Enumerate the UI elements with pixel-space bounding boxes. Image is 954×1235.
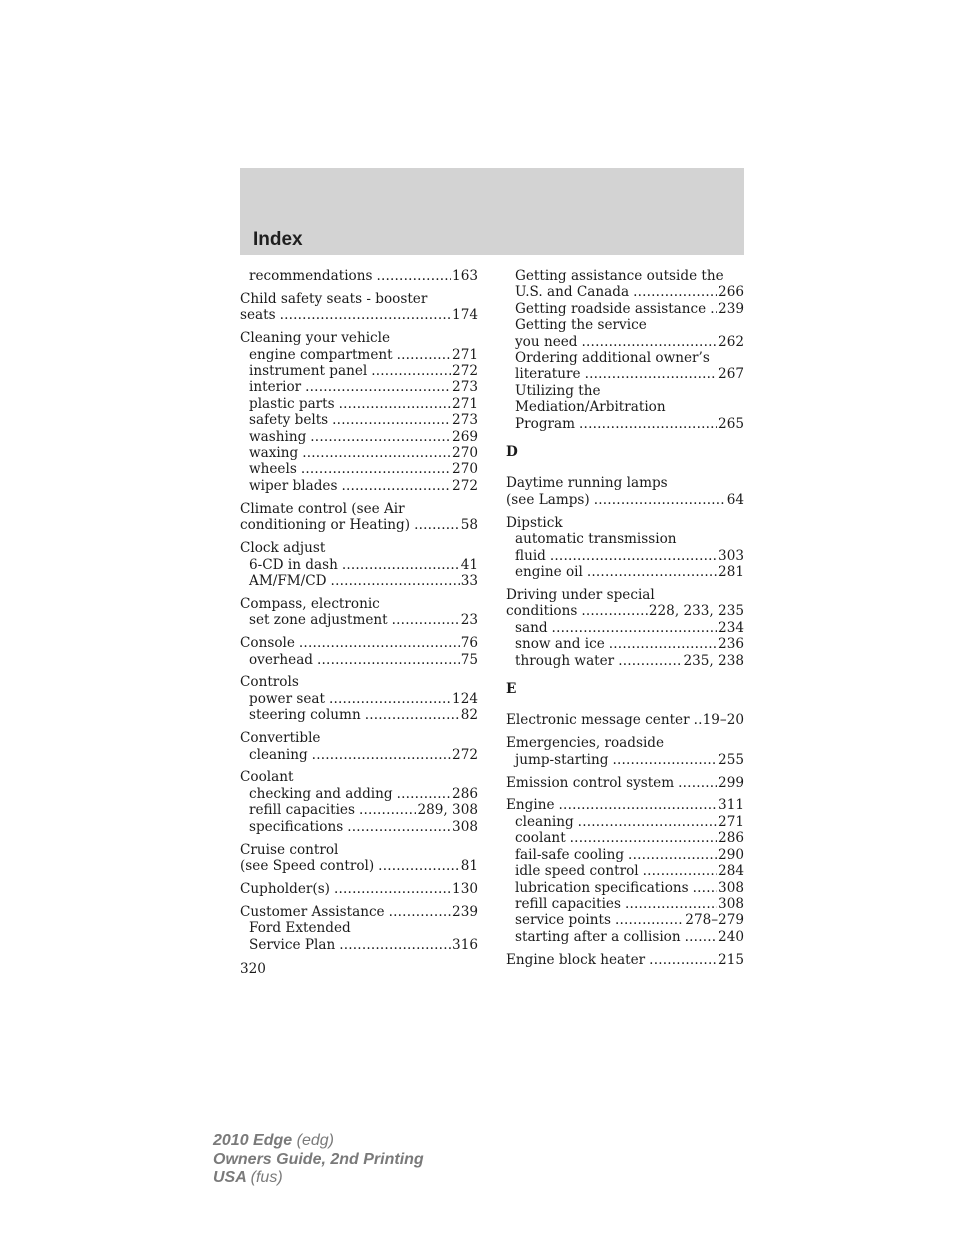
dot-leader [414, 517, 460, 533]
index-entry [506, 863, 744, 879]
index-entry [240, 730, 478, 746]
index-entry [240, 268, 478, 284]
dot-leader [299, 635, 460, 651]
index-entry-term: refill capacities [249, 802, 355, 819]
index-entry-term: Coolant [240, 769, 294, 786]
index-entry [240, 557, 478, 573]
dot-leader [392, 612, 460, 628]
index-entry [506, 797, 744, 813]
index-entry [240, 379, 478, 395]
index-entry [240, 412, 478, 428]
index-column-left [240, 268, 478, 953]
dot-leader [587, 564, 717, 580]
dot-leader [618, 653, 682, 669]
index-entry [240, 674, 478, 690]
index-entry [506, 712, 744, 728]
index-entry-page: 240 [718, 928, 744, 945]
index-entry [506, 847, 744, 863]
dot-leader [331, 573, 460, 589]
index-entry-term: Dipstick [506, 514, 563, 531]
index-entry-page: 271 [452, 395, 478, 412]
index-entry-page: 265 [718, 415, 744, 432]
index-entry [506, 653, 744, 669]
dot-leader [332, 412, 451, 428]
index-entry [506, 929, 744, 945]
index-entry-page: 228, 233, 235 [648, 603, 744, 620]
index-entry [240, 429, 478, 445]
index-entry-page: 41 [460, 556, 478, 573]
index-entry-page: 235, 238 [683, 652, 744, 669]
index-column-right [506, 268, 744, 968]
index-entry-page: 286 [718, 830, 744, 847]
dot-leader [280, 307, 451, 323]
index-entry [506, 268, 744, 284]
index-entry-term: Cleaning your vehicle [240, 330, 391, 347]
index-entry [506, 548, 744, 564]
index-entry-term: wheels [249, 461, 297, 478]
dot-leader [578, 814, 717, 830]
index-entry-page: 239 [452, 903, 478, 920]
index-entry-term: overhead [249, 651, 314, 668]
index-entry-term: Cruise control [240, 841, 339, 858]
dot-leader [347, 819, 451, 835]
index-entry-term: Controls [240, 674, 299, 691]
index-entry [240, 707, 478, 723]
index-entry [240, 691, 478, 707]
index-entry [240, 396, 478, 412]
index-entry-term: instrument panel [249, 363, 368, 380]
index-entry-term: Getting assistance outside the [515, 268, 724, 284]
index-entry [240, 330, 478, 346]
dot-leader [334, 881, 451, 897]
index-entry-page: 163 [452, 268, 478, 284]
footer-line-2: Owners Guide, 2nd Printing [213, 1150, 424, 1168]
index-entry [506, 564, 744, 580]
dot-leader [581, 603, 648, 619]
index-entry [506, 515, 744, 531]
dot-leader [693, 880, 717, 896]
dot-leader [305, 379, 451, 395]
index-entry-page: 23 [460, 612, 478, 629]
index-entry [506, 814, 744, 830]
index-entry-term: Clock adjust [240, 540, 326, 557]
index-entry [240, 802, 478, 818]
index-entry [240, 445, 478, 461]
dot-leader [625, 896, 717, 912]
dot-leader [312, 747, 451, 763]
dot-leader [329, 691, 451, 707]
dot-leader [633, 284, 717, 300]
footer-model-code: (edg) [296, 1132, 334, 1149]
index-entry-page: 308 [718, 879, 744, 896]
index-entry [240, 612, 478, 628]
index-entry-term: Ordering additional owner’s [515, 350, 710, 367]
index-entry-term: wiper blades [249, 477, 338, 494]
index-entry-page: 234 [718, 619, 744, 636]
index-entry [506, 896, 744, 912]
dot-leader [359, 802, 417, 818]
index-entry [506, 492, 744, 508]
dot-leader [594, 492, 726, 508]
index-entry-page: 290 [718, 846, 744, 863]
index-entry-term: lubrication specifications [515, 879, 689, 896]
index-entry [240, 363, 478, 379]
dot-leader [609, 636, 717, 652]
index-entry [240, 819, 478, 835]
index-entry [506, 880, 744, 896]
index-entry-term: specifications [249, 818, 344, 835]
dot-leader [378, 858, 460, 874]
index-entry-page: 270 [452, 445, 478, 462]
dot-leader [342, 557, 460, 573]
index-entry-page: 64 [726, 491, 744, 508]
index-entry-page: 81 [460, 858, 478, 874]
index-entry [506, 752, 744, 768]
index-entry-page: 303 [718, 547, 744, 564]
index-entry [506, 952, 744, 968]
dot-leader [582, 334, 718, 350]
index-entry [240, 291, 478, 307]
dot-leader [339, 396, 451, 412]
index-entry [506, 636, 744, 652]
dot-leader [685, 929, 717, 945]
index-entry-term: Mediation/Arbitration [515, 399, 666, 416]
dot-leader [339, 937, 451, 953]
index-entry-term: literature [515, 366, 581, 383]
dot-leader [365, 707, 460, 723]
index-entry-term: (see Speed control) [240, 858, 375, 874]
index-entry-term: Daytime running lamps [506, 475, 668, 492]
index-entry-page: 273 [452, 379, 478, 396]
index-entry [506, 301, 744, 317]
index-entry-page: 316 [452, 936, 478, 953]
index-entry-term: cleaning [515, 813, 574, 830]
index-entry-page: 58 [460, 517, 478, 534]
index-entry-page: 270 [452, 461, 478, 478]
index-entry-term: Customer Assistance [240, 903, 385, 920]
index-entry-term: refill capacities [515, 895, 621, 912]
index-entry-term: washing [249, 428, 307, 445]
index-list-right-top [506, 268, 744, 432]
section-letter-d: D [506, 444, 518, 461]
index-entry-page: 255 [718, 751, 744, 768]
index-entry-term: Getting the service [515, 317, 647, 334]
index-entry-page: 308 [452, 818, 478, 835]
index-entry-page: 267 [718, 366, 744, 383]
index-entry-term: Compass, electronic [240, 595, 380, 612]
dot-leader [612, 752, 717, 768]
index-entry-term: Emission control system [506, 774, 675, 791]
index-entry-term: Utilizing the [515, 382, 601, 399]
dot-leader [710, 301, 717, 317]
index-entry-term: engine oil [515, 564, 583, 580]
index-entry-page: 299 [718, 774, 744, 791]
index-entry-term: power seat [249, 690, 325, 707]
dot-leader [371, 363, 451, 379]
dot-leader [628, 847, 717, 863]
index-entry [506, 284, 744, 300]
index-entry [240, 786, 478, 802]
page-title: Index [253, 229, 303, 250]
index-entry-term: conditions [506, 603, 578, 620]
dot-leader [341, 478, 451, 494]
index-entry-page: 19–20 [702, 712, 744, 729]
dot-leader [559, 797, 718, 813]
index-entry [506, 830, 744, 846]
index-entry-page: 273 [452, 412, 478, 429]
index-entry [240, 881, 478, 897]
index-entry-term: plastic parts [249, 395, 335, 412]
dot-leader [615, 912, 684, 928]
index-entry-term: checking and adding [249, 785, 393, 802]
index-entry-page: 278–279 [685, 912, 744, 929]
index-entry-page: 281 [718, 564, 744, 580]
footer-market: USA [213, 1169, 247, 1186]
index-entry [240, 858, 478, 874]
index-entry-term: conditioning or Heating) [240, 517, 411, 534]
index-entry-page: 236 [718, 636, 744, 653]
index-entry-term: Emergencies, roadside [506, 735, 665, 752]
footer-line-3 [213, 1169, 424, 1188]
index-entry-term: jump-starting [515, 751, 609, 768]
index-entry-page: 124 [452, 690, 478, 707]
index-entry-term: recommendations [249, 268, 373, 284]
index-entry-page: 82 [460, 707, 478, 724]
index-entry-term: you need [515, 333, 578, 350]
dot-leader [302, 445, 451, 461]
index-entry [240, 307, 478, 323]
index-entry-term: idle speed control [515, 863, 639, 880]
index-entry-page: 130 [452, 880, 478, 897]
dot-leader [643, 863, 717, 879]
index-entry-page: 272 [452, 746, 478, 763]
index-entry [240, 517, 478, 533]
index-entry [240, 461, 478, 477]
index-entry-term: Engine block heater [506, 951, 646, 968]
index-entry-term: Service Plan [249, 936, 336, 953]
index-entry-term: Ford Extended [249, 920, 351, 937]
index-entry [506, 620, 744, 636]
index-entry-page: 286 [452, 785, 478, 802]
index-entry [240, 842, 478, 858]
index-entry-page: 269 [452, 428, 478, 445]
dot-leader [397, 347, 451, 363]
dot-leader [552, 620, 718, 636]
dot-leader [301, 461, 451, 477]
index-entry-term: fail-safe cooling [515, 846, 625, 863]
index-entry-page: 239 [718, 300, 744, 317]
index-entry-page: 308 [718, 895, 744, 912]
dot-leader [376, 268, 451, 284]
index-entry-term: Console [240, 635, 295, 652]
index-entry-term: starting after a collision [515, 928, 681, 945]
index-entry [506, 399, 744, 415]
dot-leader [570, 830, 717, 846]
index-entry-term: Convertible [240, 730, 321, 747]
index-entry [506, 334, 744, 350]
index-entry-page: 215 [718, 951, 744, 968]
index-entry-term: seats [240, 307, 276, 324]
index-entry [506, 416, 744, 432]
index-entry-term: cleaning [249, 746, 308, 763]
index-entry-page: 262 [718, 333, 744, 350]
page-number: 320 [240, 961, 266, 977]
index-entry-term: Engine [506, 797, 555, 814]
index-entry [240, 478, 478, 494]
section-letter-e: E [506, 680, 517, 697]
index-entry-term: coolant [515, 830, 566, 847]
index-entry [240, 540, 478, 556]
dot-leader [649, 952, 717, 968]
index-list-d [506, 475, 744, 668]
index-entry [240, 347, 478, 363]
dot-leader [585, 366, 717, 382]
index-entry [240, 904, 478, 920]
dot-leader [389, 904, 451, 920]
footer-line-1 [213, 1132, 424, 1151]
index-entry-page: 174 [452, 307, 478, 324]
index-entry [506, 775, 744, 791]
index-entry [506, 531, 744, 547]
index-entry-term: (see Lamps) [506, 491, 590, 508]
index-entry [240, 769, 478, 785]
index-entry [240, 635, 478, 651]
dot-leader [678, 775, 717, 791]
index-entry-page: 75 [460, 651, 478, 668]
footer-model: 2010 Edge [213, 1132, 293, 1149]
index-entry [506, 366, 744, 382]
index-entry [240, 937, 478, 953]
index-entry [506, 383, 744, 399]
footer-market-code: (fus) [250, 1169, 283, 1186]
index-entry [240, 596, 478, 612]
index-entry [240, 747, 478, 763]
index-entry-term: steering column [249, 707, 361, 724]
index-entry [506, 587, 744, 603]
index-entry-page: 271 [452, 346, 478, 363]
dot-leader [579, 416, 717, 432]
index-entry-term: interior [249, 379, 302, 396]
dot-leader [694, 712, 702, 728]
index-list-e [506, 712, 744, 968]
index-entry-term: Electronic message center [506, 712, 690, 729]
index-entry [506, 912, 744, 928]
index-entry-page: 311 [718, 797, 744, 814]
index-entry [506, 475, 744, 491]
index-entry-term: set zone adjustment [249, 612, 388, 629]
index-entry-term: waxing [249, 445, 299, 462]
index-entry-page: 33 [460, 572, 478, 589]
index-entry-term: Getting roadside assistance [515, 300, 707, 317]
index-entry [240, 920, 478, 936]
footer-edition [213, 1132, 424, 1188]
index-entry-term: fluid [515, 547, 546, 564]
index-entry [240, 573, 478, 589]
index-entry-term: U.S. and Canada [515, 284, 630, 301]
index-entry-term: Child safety seats - booster [240, 290, 428, 307]
index-entry-term: Program [515, 415, 576, 432]
index-entry [506, 317, 744, 333]
index-entry-page: 271 [718, 813, 744, 830]
dot-leader [550, 548, 717, 564]
dot-leader [310, 429, 451, 445]
dot-leader [397, 786, 451, 802]
index-entry-term: 6-CD in dash [249, 556, 338, 573]
index-entry-page: 272 [452, 477, 478, 494]
index-entry-term: sand [515, 619, 548, 636]
index-header-band [240, 168, 744, 255]
index-entry-page: 76 [460, 635, 478, 652]
index-entry-page: 272 [452, 363, 478, 380]
index-entry-term: Cupholder(s) [240, 880, 330, 897]
index-entry [506, 603, 744, 619]
index-entry-term: Driving under special [506, 586, 655, 603]
index-entry [240, 501, 478, 517]
index-entry-term: engine compartment [249, 346, 393, 363]
dot-leader [317, 652, 460, 668]
index-entry-term: Climate control (see Air [240, 500, 405, 517]
index-entry-page: 266 [718, 284, 744, 301]
index-entry-term: through water [515, 652, 615, 669]
index-entry-page: 284 [718, 863, 744, 880]
index-entry-term: safety belts [249, 412, 329, 429]
index-entry-term: automatic transmission [515, 531, 677, 548]
index-entry-page: 289, 308 [417, 802, 478, 819]
index-entry-term: service points [515, 912, 611, 929]
index-entry-term: AM/FM/CD [249, 572, 327, 589]
index-entry [506, 350, 744, 366]
index-entry [240, 652, 478, 668]
index-entry-term: snow and ice [515, 636, 605, 653]
index-entry [506, 735, 744, 751]
